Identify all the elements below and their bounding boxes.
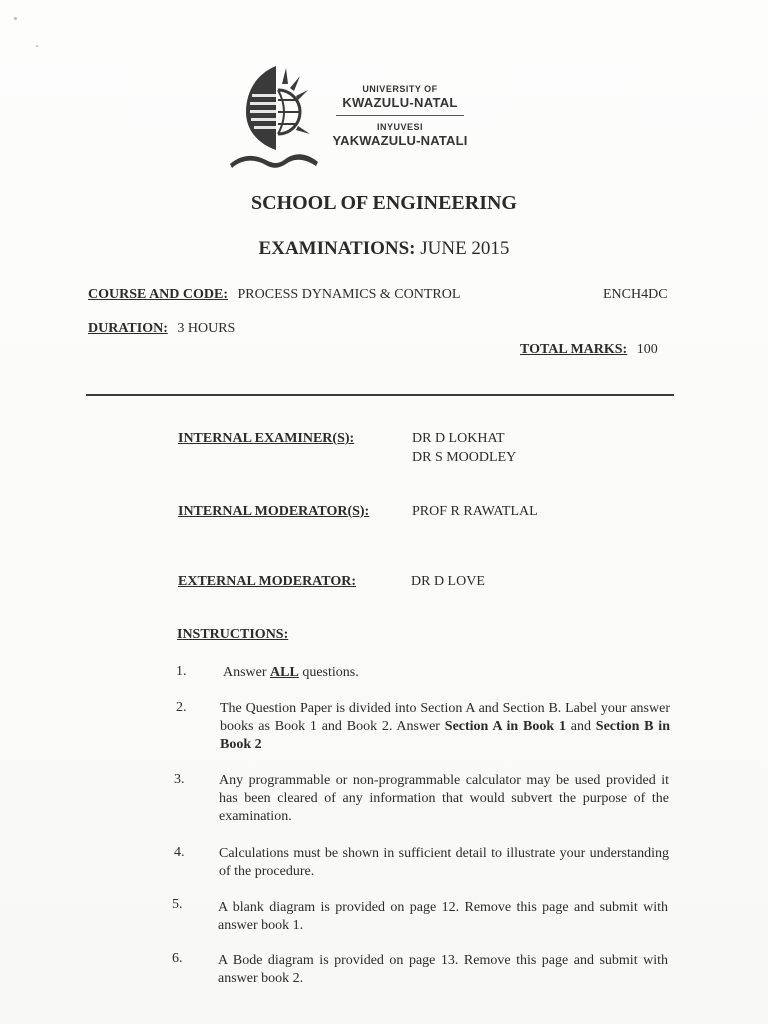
instruction-2-bold1: Section A in Book 1 [444, 719, 566, 734]
external-moderator-name: DR D LOVE [411, 574, 485, 589]
instruction-number: 1. [176, 664, 187, 679]
university-line-4: YAKWAZULU-NATALI [332, 133, 468, 148]
university-name-block [330, 84, 470, 148]
instruction-2-part1: The Question Paper is divided into Section A and Section B. Label your answer books as Book 1 and Book 2. Answer [220, 701, 670, 734]
internal-moderator-name: PROF R RAWATLAL [412, 504, 538, 519]
instruction-number: 2. [176, 700, 187, 715]
instruction-1-strong: ALL [270, 665, 299, 680]
exam-session: JUNE 2015 [420, 238, 510, 259]
university-line-3: INYUVESI [376, 122, 423, 132]
duration-label: DURATION: [88, 321, 168, 336]
course-name: PROCESS DYNAMICS & CONTROL [237, 287, 461, 302]
instruction-1-pre: Answer [223, 665, 271, 680]
internal-moderator-label [178, 504, 369, 520]
instruction-2-bold2: Section B in Book 2 [220, 719, 670, 752]
instruction-number: 3. [174, 772, 185, 787]
instruction-number: 6. [172, 951, 183, 966]
header-divider [86, 394, 674, 396]
total-marks-value: 100 [636, 342, 658, 357]
instruction-item-3: Any programmable or non-programmable calculator may be used provided it has been cleared of any information that would subvert the purpose of the examination. [219, 773, 669, 824]
instruction-item-5: A blank diagram is provided on page 12. Remove this page and submit with answer book 1. [218, 900, 668, 933]
internal-examiner-1: DR D LOKHAT [412, 431, 505, 446]
total-marks-row [520, 342, 658, 358]
instructions-heading-text: INSTRUCTIONS: [177, 627, 289, 642]
scan-speck [36, 45, 38, 47]
course-label: COURSE AND CODE: [88, 287, 229, 302]
instruction-item-4: Calculations must be shown in sufficient detail to illustrate your understanding of the procedure. [219, 846, 669, 879]
exam-label: EXAMINATIONS: [258, 238, 416, 259]
external-moderator-label-text: EXTERNAL MODERATOR: [178, 574, 357, 589]
university-divider [336, 115, 464, 116]
instructions-heading [177, 627, 288, 643]
internal-examiner-label [178, 431, 354, 447]
instruction-number: 5. [172, 897, 183, 912]
internal-examiner-label-text: INTERNAL EXAMINER(S): [178, 431, 355, 446]
external-moderator-label [178, 574, 356, 590]
school-title: SCHOOL OF ENGINEERING [251, 192, 517, 214]
duration-row [88, 321, 235, 337]
total-marks-label: TOTAL MARKS: [520, 342, 628, 357]
course-row [88, 287, 460, 303]
instruction-item-6: A Bode diagram is provided on page 13. Remove this page and submit with answer book 2. [218, 953, 668, 986]
instruction-item-2 [220, 700, 670, 754]
instruction-number: 4. [174, 845, 185, 860]
exam-title [0, 238, 768, 260]
university-logo-icon [228, 64, 338, 172]
university-line-2: KWAZULU-NATAL [342, 95, 458, 110]
internal-examiner-2: DR S MOODLEY [412, 450, 517, 465]
instruction-item-1 [223, 664, 673, 682]
course-code: ENCH4DC [603, 287, 668, 302]
instruction-2-part2: and [565, 719, 596, 734]
internal-moderator-label-text: INTERNAL MODERATOR(S): [178, 504, 370, 519]
duration-value: 3 HOURS [177, 321, 236, 336]
university-line-1: UNIVERSITY OF [362, 84, 438, 94]
scan-speck [14, 17, 17, 20]
instruction-1-post: questions. [298, 665, 359, 680]
